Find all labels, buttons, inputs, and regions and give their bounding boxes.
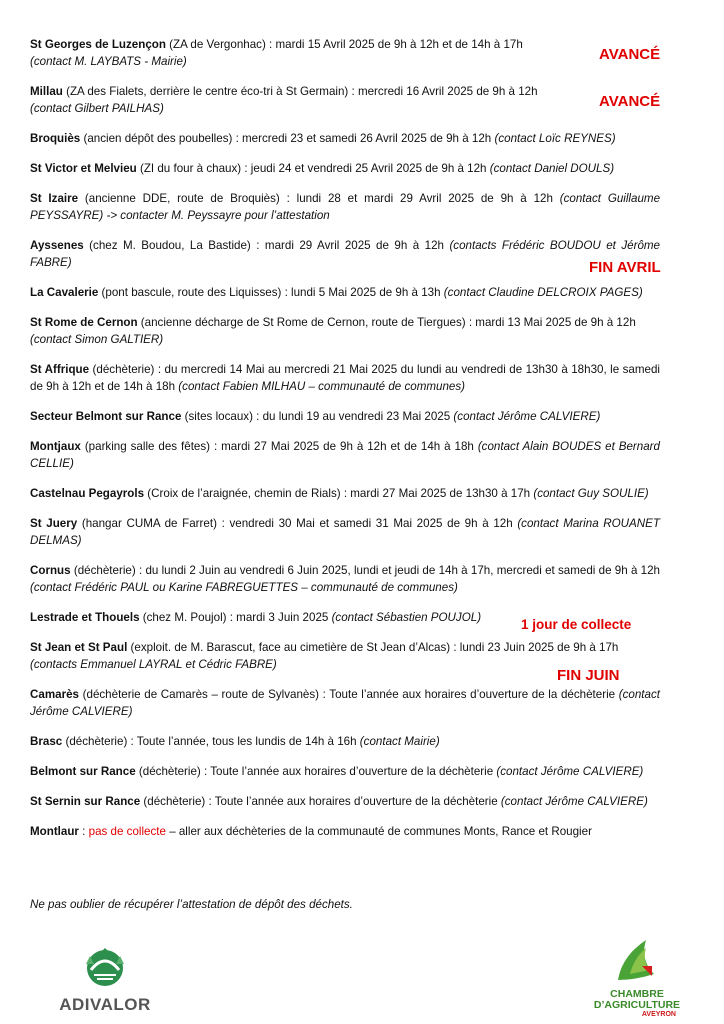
- entry-details: (parking salle des fêtes) : mardi 27 Mai 2025 de 9h à 12h et de 14h à 18h: [80, 440, 478, 453]
- adivalor-emblem-icon: [80, 944, 130, 988]
- entry-contact: (contact Jérôme CALVIERE): [496, 765, 644, 778]
- entry-details: (ZI du four à chaux) : jeudi 24 et vendredi 25 Avril 2025 de 9h à 12h: [136, 162, 490, 175]
- entry-ayssenes: [30, 237, 660, 271]
- entry-place: La Cavalerie: [30, 286, 99, 299]
- chambre-sub: AVEYRON: [641, 1011, 676, 1018]
- entry-st-rome: [30, 314, 660, 348]
- footer-note: Ne pas oublier de récupérer l’attestation de dépôt des déchets.: [30, 898, 353, 911]
- entry-place: Camarès: [30, 688, 79, 701]
- entry-la-cavalerie: [30, 284, 660, 301]
- entry-place: St Jean et St Paul: [30, 641, 128, 654]
- chambre-line-2: D’AGRICULTURE: [593, 999, 681, 1011]
- entry-cornus: [30, 562, 660, 596]
- entry-details: (ZA de Vergonhac) : mardi 15 Avril 2025 de 9h à 12h et de 14h à 17h: [165, 38, 523, 51]
- entry-contact: (contact Frédéric PAUL ou Karine FABREGUETTES – communauté de communes): [30, 581, 458, 594]
- entry-contact: (contact Jérôme CALVIERE): [30, 688, 660, 718]
- entry-st-victor: [30, 160, 660, 177]
- entry-contact: (contact Jérôme CALVIERE): [453, 410, 601, 423]
- entry-place: Broquiès: [30, 132, 81, 145]
- entry-castelnau: [30, 485, 660, 502]
- entry-contact: (contact Sébastien POUJOL): [331, 611, 482, 624]
- entry-place: Lestrade et Thouels: [30, 611, 140, 624]
- entry-place: Montjaux: [30, 440, 81, 453]
- entry-contact: (contact Fabien MILHAU – communauté de communes): [178, 380, 466, 393]
- entry-secteur-belmont: [30, 408, 660, 425]
- entry-details: (déchèterie) : Toute l’année aux horaires d’ouverture de la déchèterie: [135, 765, 497, 778]
- entry-brasc: [30, 733, 660, 750]
- entry-details: (déchèterie) : du lundi 2 Juin au vendredi 6 Juin 2025, lundi et jeudi de 14h à 17h, mercredi et samedi de 9h à 12h: [70, 564, 660, 577]
- entry-details: (sites locaux) : du lundi 19 au vendredi 23 Mai 2025: [181, 410, 454, 423]
- adivalor-logo: [50, 944, 160, 1015]
- entry-place: Montlaur: [30, 825, 79, 838]
- entry-place: Ayssenes: [30, 239, 84, 252]
- entry-contact: (contact Marina ROUANET DELMAS): [30, 517, 660, 547]
- entry-place: Brasc: [30, 735, 63, 748]
- entry-details: (déchèterie) : Toute l’année aux horaires d’ouverture de la déchèterie: [140, 795, 501, 808]
- entry-contact: (contact Loïc REYNES): [494, 132, 616, 145]
- entry-details: (ancienne décharge de St Rome de Cernon, route de Tiergues) : mardi 13 Mai 2025 de 9h à 12h: [137, 316, 636, 329]
- entry-contact: (contact Daniel DOULS): [489, 162, 615, 175]
- entry-details: (pont bascule, route des Liquisses) : lundi 5 Mai 2025 de 9h à 13h: [98, 286, 444, 299]
- flag-avance-1: AVANCÉ: [599, 46, 661, 63]
- flag-fin-avril: FIN AVRIL: [589, 259, 661, 276]
- entry-details: (chez M. Boudou, La Bastide) : mardi 29 Avril 2025 de 9h à 12h: [83, 239, 450, 252]
- entry-separator: :: [78, 825, 89, 838]
- entry-contact: (contact Simon GALTIER): [30, 333, 164, 346]
- entry-st-georges: [30, 36, 660, 70]
- entry-place: St Izaire: [30, 192, 79, 205]
- entry-details: (ancien dépôt des poubelles) : mercredi 23 et samedi 26 Avril 2025 de 9h à 12h: [80, 132, 495, 145]
- flag-un-jour: 1 jour de collecte: [521, 617, 632, 632]
- entry-contact: (contact Claudine DELCROIX PAGES): [443, 286, 643, 299]
- entry-details: (déchèterie de Camarès – route de Sylvanès) : Toute l’année aux horaires d’ouverture de la déchèterie: [79, 688, 619, 701]
- entry-broquies: [30, 130, 660, 147]
- no-collection-label: pas de collecte: [88, 825, 166, 838]
- entry-details: (ancienne DDE, route de Broquiès) : lundi 28 et mardi 29 Avril 2025 de 9h à 12h: [78, 192, 560, 205]
- flag-fin-juin: FIN JUIN: [557, 667, 620, 684]
- flag-avance-2: AVANCÉ: [599, 93, 661, 110]
- entry-details: (déchèterie) : Toute l’année, tous les lundis de 14h à 16h: [62, 735, 360, 748]
- entry-place: St Juery: [30, 517, 78, 530]
- adivalor-wordmark: ADIVALOR: [59, 995, 151, 1014]
- entry-contact: (contact Guy SOULIE): [533, 487, 649, 500]
- entry-contact: (contact Alain BOUDES et Bernard CELLIE): [30, 440, 660, 470]
- entry-details: (Croix de l’araignée, chemin de Rials) : mardi 27 Mai 2025 de 13h30 à 17h: [144, 487, 534, 500]
- entry-contact: (contact Gilbert PAILHAS): [30, 102, 164, 115]
- chambre-agriculture-logo: [592, 936, 682, 1018]
- entry-place: St Affrique: [30, 363, 90, 376]
- collection-schedule: [30, 36, 660, 853]
- entry-place: Millau: [30, 85, 63, 98]
- chambre-emblem-icon: [612, 936, 662, 984]
- entry-details: (déchèterie) : du mercredi 14 Mai au mercredi 21 Mai 2025 du lundi au vendredi de 13h30 à 18h30, le samedi de 9h à 12h et de 14h à 18h: [30, 363, 661, 393]
- entry-contact: (contact Mairie): [359, 735, 440, 748]
- entry-camares: [30, 686, 660, 720]
- entry-montjaux: [30, 438, 660, 472]
- entry-belmont: [30, 763, 660, 780]
- entry-millau: [30, 83, 660, 117]
- entry-st-affrique: [30, 361, 660, 395]
- entry-contact: (contact Jérôme CALVIERE): [500, 795, 648, 808]
- entry-details: – aller aux déchèteries de la communauté de communes Monts, Rance et Rougier: [165, 825, 592, 838]
- entry-place: Secteur Belmont sur Rance: [30, 410, 182, 423]
- entry-place: St Sernin sur Rance: [30, 795, 141, 808]
- entry-st-izaire: [30, 190, 660, 224]
- entry-contact: (contacts Frédéric BOUDOU et Jérôme FABRE): [30, 239, 660, 269]
- entry-details: (exploit. de M. Barascut, face au cimetière de St Jean d’Alcas) : lundi 23 Juin 2025 de 9h à 17h: [127, 641, 619, 654]
- entry-details: (hangar CUMA de Farret) : vendredi 30 Mai et samedi 31 Mai 2025 de 9h à 12h: [77, 517, 518, 530]
- chambre-line-1: CHAMBRE: [610, 988, 664, 1000]
- entry-place: Castelnau Pegayrols: [30, 487, 145, 500]
- entry-place: St Georges de Luzençon: [30, 38, 166, 51]
- entry-st-juery: [30, 515, 660, 549]
- entry-contact: (contact M. LAYBATS - Mairie): [30, 55, 187, 68]
- entry-place: Cornus: [30, 564, 71, 577]
- entry-contact: (contacts Emmanuel LAYRAL et Cédric FABRE): [30, 658, 277, 671]
- entry-st-sernin: [30, 793, 660, 810]
- entry-montlaur: [30, 823, 660, 840]
- entry-place: St Victor et Melvieu: [30, 162, 137, 175]
- entry-contact: (contact Guillaume PEYSSAYRE) -> contacter M. Peyssayre pour l’attestation: [30, 192, 661, 222]
- entry-place: St Rome de Cernon: [30, 316, 138, 329]
- entry-place: Belmont sur Rance: [30, 765, 136, 778]
- entry-details: (ZA des Fialets, derrière le centre éco-tri à St Germain) : mercredi 16 Avril 2025 de 9h à 12h: [62, 85, 538, 98]
- entry-details: (chez M. Poujol) : mardi 3 Juin 2025: [139, 611, 332, 624]
